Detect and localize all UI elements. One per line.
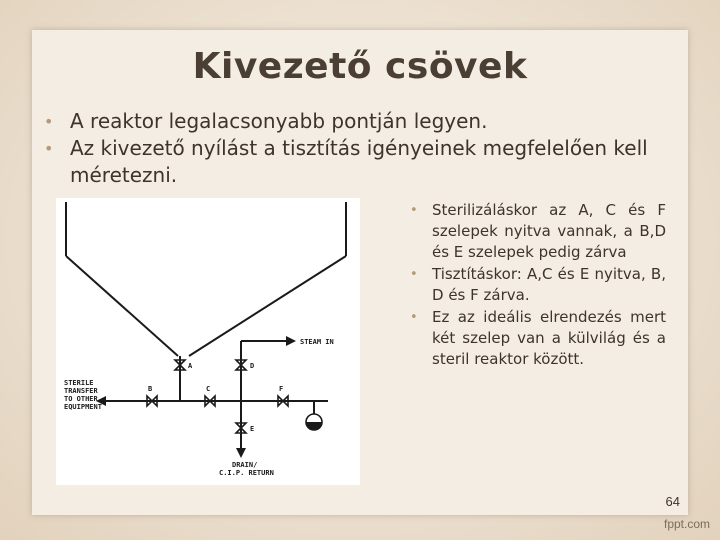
right-bullet-2: • Tisztításkor: A,C és E nyitva, B, D és F zárva. (410, 265, 666, 304)
sterile-label-3: TO OTHER (64, 395, 98, 403)
top-bullet-1: • A reaktor legalacsonyabb pontján legyen. (44, 109, 488, 133)
drain-label-2: C.I.P. RETURN (219, 469, 274, 477)
bullet-dot-icon: • (44, 112, 54, 131)
valve-label-b: B (148, 385, 153, 393)
bullet-dot-icon: • (44, 139, 54, 158)
valve-label-e: E (250, 425, 255, 433)
steam-trap-fill (306, 422, 322, 430)
bullet-dot-icon: • (410, 203, 418, 218)
page-number: 64 (665, 494, 680, 509)
right-bullet-1: • Sterilizáláskor az A, C és F szelepek nyitva vannak, a B,D és E szelepek pedig zárva (410, 201, 666, 261)
sterile-label-2: TRANSFER (64, 387, 98, 395)
right-bullet-3: • Ez az ideális elrendezés mert két szelep van a külvilág és a steril reaktor között. (410, 308, 666, 368)
right-bullet-list (408, 200, 666, 371)
watermark: fppt.com (664, 517, 711, 531)
valve-label-d: D (250, 362, 255, 370)
sterile-label-1: STERILE (64, 379, 94, 387)
valve-label-c: C (206, 385, 211, 393)
sterile-label-4: EQUIPMENT (64, 403, 102, 411)
steam-in-label: STEAM IN (300, 338, 334, 346)
drain-label-1: DRAIN/ (232, 461, 258, 469)
steam-in-arrow (286, 336, 296, 346)
drain-piping-diagram (56, 198, 360, 485)
valve-label-a: A (188, 362, 193, 370)
top-bullet-2: • Az kivezető nyílást a tisztítás igényeinek megfelelően kell méretezni. (44, 136, 648, 187)
vessel-cone-left (66, 256, 178, 356)
top-bullet-list (44, 108, 664, 189)
bullet-dot-icon: • (410, 310, 418, 325)
valve-label-f: F (279, 385, 284, 393)
bullet-dot-icon: • (410, 267, 418, 282)
drain-arrow (236, 448, 246, 458)
slide-title: Kivezető csövek (192, 46, 528, 87)
